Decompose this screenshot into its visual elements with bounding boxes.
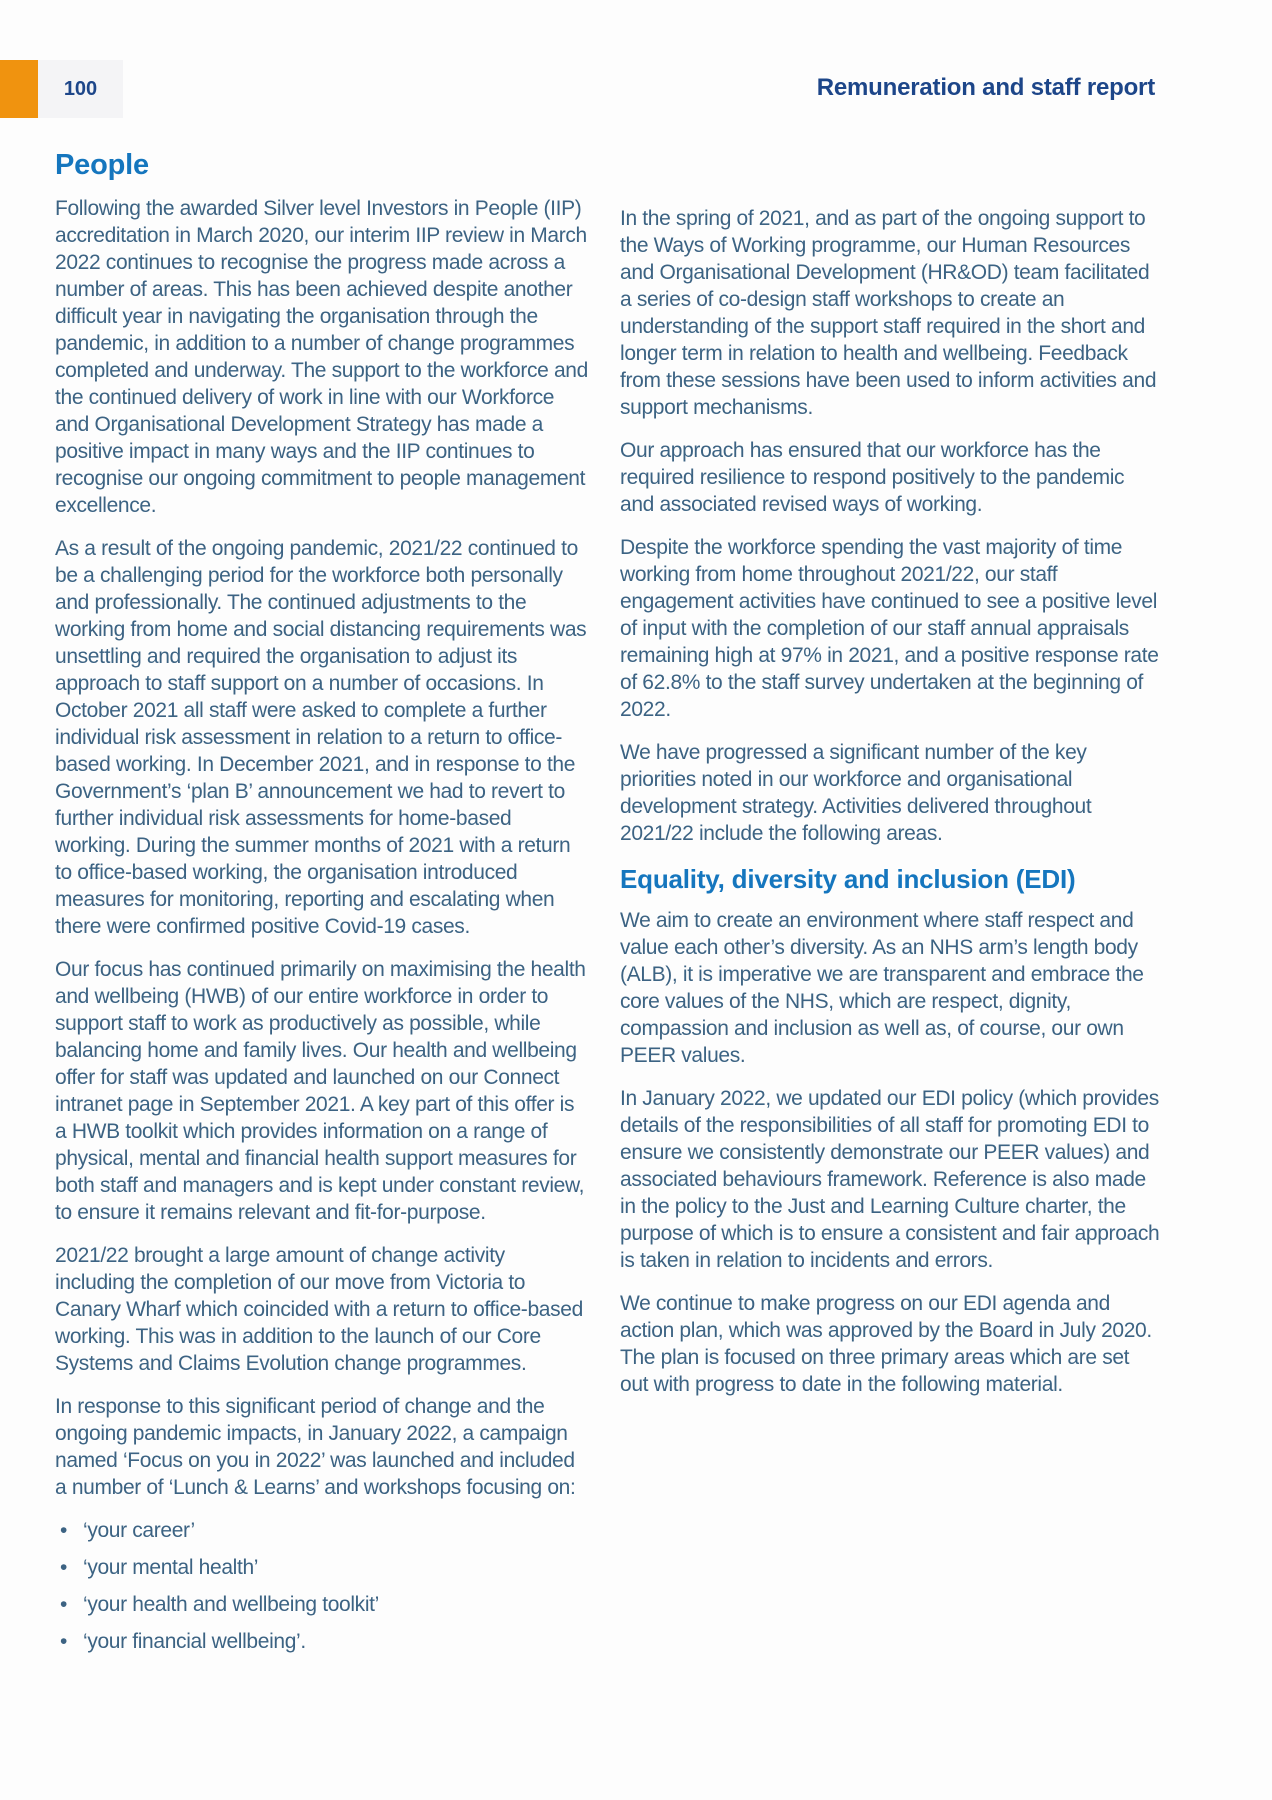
- section-heading-people: People: [55, 149, 149, 181]
- bullet-icon: •: [60, 1630, 68, 1653]
- list-item-text: ‘your mental health’: [83, 1556, 259, 1579]
- paragraph: 2021/22 brought a large amount of change activity including the completion of our move from Victoria to Canary Wharf which coincided with a return to office-based working. This was in addition to the launch of our Core Systems and Claims Evolution change programmes.: [55, 1244, 583, 1375]
- left-column: [55, 148, 590, 1665]
- paragraph: In January 2022, we updated our EDI policy (which provides details of the responsibilities of all staff for promoting EDI to ensure we consistently demonstrate our PEER values) and associated behaviours framework. Reference is also made in the policy to the Just and Learning Culture charter, the purpose of which is to ensure a consistent and fair approach is taken in relation to incidents and errors.: [620, 1087, 1160, 1272]
- right-column: [620, 148, 1160, 1665]
- list-item: [55, 1517, 590, 1544]
- bullet-icon: •: [60, 1593, 68, 1616]
- list-item: [55, 1591, 590, 1618]
- paragraph: In response to this significant period of change and the ongoing pandemic impacts, in January 2022, a campaign named ‘Focus on you in 2022’ was launched and included a number of ‘Lunch & Learns’ and workshops focusing on:: [55, 1395, 576, 1499]
- bullet-icon: •: [60, 1519, 68, 1542]
- page-number: 100: [38, 60, 123, 118]
- list-item: [55, 1628, 590, 1655]
- list-item: [55, 1554, 590, 1581]
- orange-accent-block: [0, 60, 38, 118]
- workshop-topics-list: [55, 1517, 590, 1655]
- paragraph: We continue to make progress on our EDI agenda and action plan, which was approved by the Board in July 2020. The plan is focused on three primary areas which are set out with progress to date in the following material.: [620, 1292, 1152, 1396]
- paragraph: Our focus has continued primarily on maximising the health and wellbeing (HWB) of our entire workforce in order to support staff to work as productively as possible, while balancing home and family lives. Our health and wellbeing offer for staff was updated and launched on our Connect intranet page in September 2021. A key part of this offer is a HWB toolkit which provides information on a range of physical, mental and financial health support measures for both staff and managers and is kept under constant review, to ensure it remains relevant and fit-for-purpose.: [55, 958, 586, 1224]
- sub-heading-edi: Equality, diversity and inclusion (EDI): [620, 864, 1076, 894]
- page-number-badge: [0, 60, 123, 118]
- paragraph: As a result of the ongoing pandemic, 2021/22 continued to be a challenging period for the workforce both personally and professionally. The continued adjustments to the working from home and social distancing requirements was unsettling and required the organisation to adjust its approach to staff support on a number of occasions. In October 2021 all staff were asked to complete a further individual risk assessment in relation to a return to office-based working. In December 2021, and in response to the Government’s ‘plan B’ announcement we had to revert to further individual risk assessments for home-based working. During the summer months of 2021 with a return to office-based working, the organisation introduced measures for monitoring, reporting and escalating when there were confirmed positive Covid-19 cases.: [55, 537, 587, 938]
- paragraph: We aim to create an environment where staff respect and value each other’s diversity. As an NHS arm’s length body (ALB), it is imperative we are transparent and embrace the core values of the NHS, which are respect, dignity, compassion and inclusion as well as, of course, our own PEER values.: [620, 909, 1144, 1067]
- list-item-text: ‘your health and wellbeing toolkit’: [83, 1593, 379, 1616]
- paragraph: Our approach has ensured that our workforce has the required resilience to respond positively to the pandemic and associated revised ways of working.: [620, 439, 1125, 516]
- paragraph: We have progressed a significant number of the key priorities noted in our workforce and organisational development strategy. Activities delivered throughout 2021/22 include the following areas.: [620, 741, 1092, 845]
- paragraph: Despite the workforce spending the vast majority of time working from home throughout 2021/22, our staff engagement activities have continued to see a positive level of input with the completion of our staff annual appraisals remaining high at 97% in 2021, and a positive response rate of 62.8% to the staff survey undertaken at the beginning of 2022.: [620, 536, 1159, 721]
- list-item-text: ‘your career’: [83, 1519, 195, 1542]
- paragraph: Following the awarded Silver level Investors in People (IIP) accreditation in March 2020, our interim IIP review in March 2022 continues to recognise the progress made across a number of areas. This has been achieved despite another difficult year in navigating the organisation through the pandemic, in addition to a number of change programmes completed and underway. The support to the workforce and the continued delivery of work in line with our Workforce and Organisational Development Strategy has made a positive impact in many ways and the IIP continues to recognise our ongoing commitment to people management excellence.: [55, 197, 588, 517]
- page-content: [55, 148, 1160, 1665]
- paragraph: In the spring of 2021, and as part of the ongoing support to the Ways of Working programme, our Human Resources and Organisational Development (HR&OD) team facilitated a series of co-design staff workshops to create an understanding of the support staff required in the short and longer term in relation to health and wellbeing. Feedback from these sessions have been used to inform activities and support mechanisms.: [620, 207, 1157, 419]
- running-header-title: Remuneration and staff report: [816, 74, 1155, 101]
- bullet-icon: •: [60, 1556, 68, 1579]
- list-item-text: ‘your financial wellbeing’.: [83, 1630, 306, 1653]
